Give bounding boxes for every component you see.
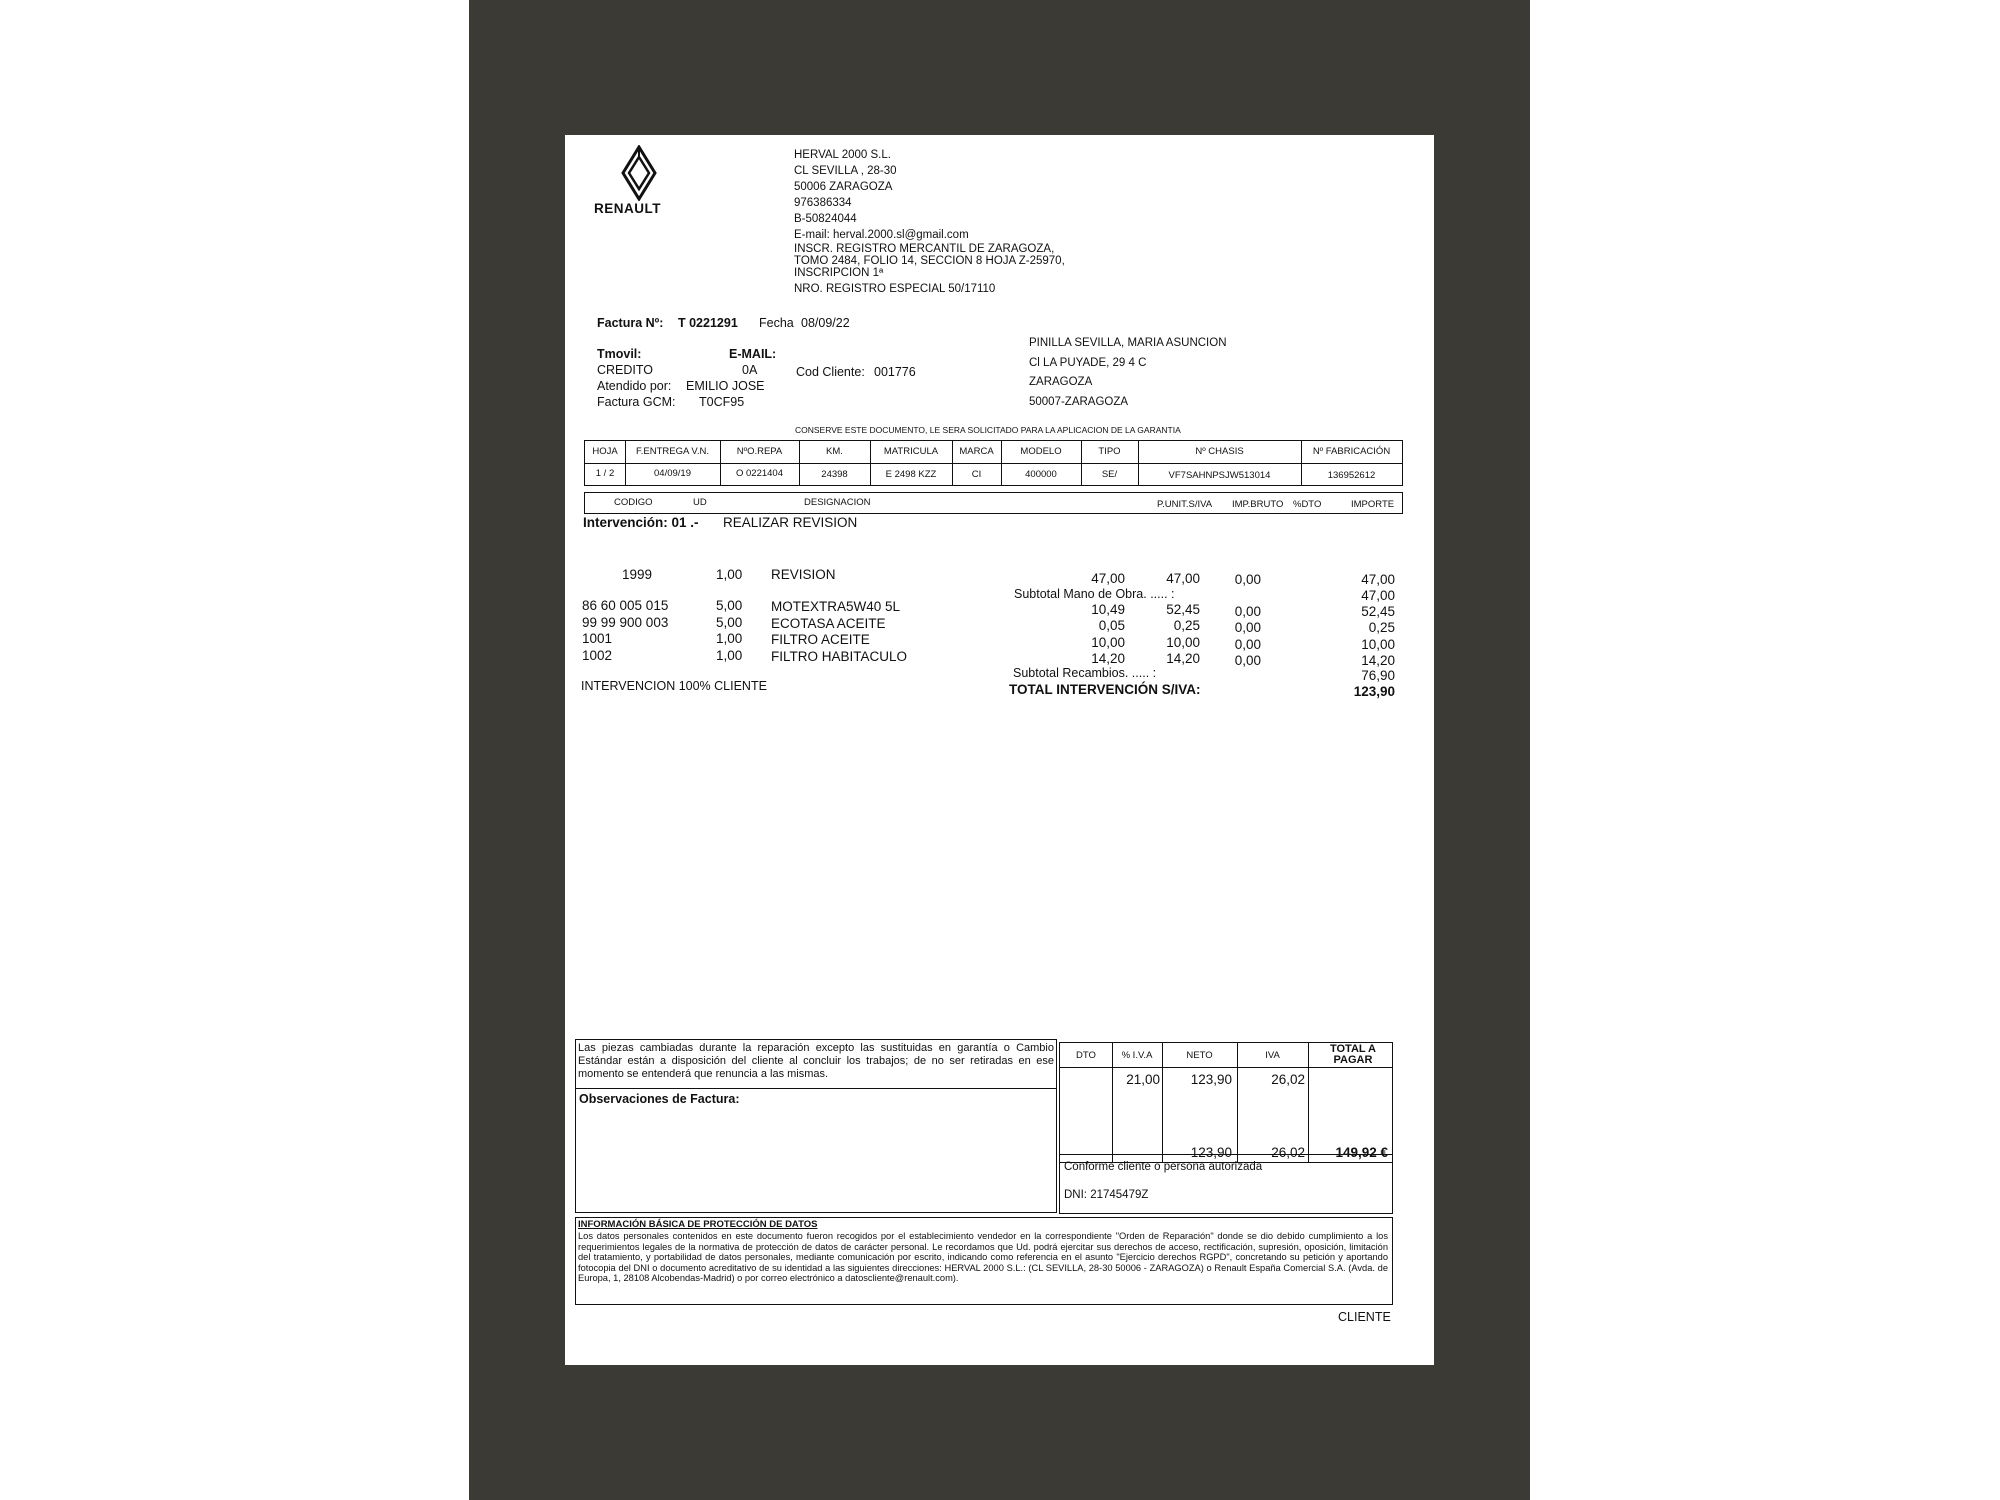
part-code: 1002 — [582, 647, 613, 663]
cod-cliente-label: Cod Cliente: — [796, 365, 865, 379]
part-gross: 52,45 — [1166, 602, 1200, 617]
col-header-impbruto: IMP.BRUTO — [1232, 499, 1284, 510]
vehicle-header: NºO.REPA — [736, 446, 783, 457]
company-line: INSCR. REGISTRO MERCANTIL DE ZARAGOZA, — [794, 243, 1055, 255]
part-gross: 14,20 — [1166, 650, 1200, 666]
invoice-date: 08/09/22 — [801, 316, 850, 330]
part-qty: 5,00 — [716, 614, 743, 630]
copy-label: CLIENTE — [1338, 1310, 1391, 1324]
vehicle-header: F.ENTREGA V.N. — [635, 446, 710, 457]
line-qty: 1,00 — [716, 567, 743, 582]
part-amount: 52,45 — [1361, 604, 1395, 619]
parts-notice-box — [575, 1039, 1057, 1089]
company-line: 50006 ZARAGOZA — [794, 181, 893, 193]
atendido-label: Atendido por: — [597, 379, 672, 393]
part-dto: 0,00 — [1234, 652, 1261, 668]
customer-line: ZARAGOZA — [1029, 376, 1093, 388]
vehicle-value: 04/09/19 — [654, 468, 691, 479]
tmovil-label: Tmovil: — [597, 347, 642, 361]
subtotal-parts: 76,90 — [1361, 668, 1395, 683]
part-code: 1001 — [582, 631, 613, 646]
payment-method: CREDITO — [597, 363, 654, 377]
part-amount: 0,25 — [1368, 620, 1395, 636]
customer-dni: DNI: 21745479Z — [1064, 1189, 1149, 1201]
parts-qtys — [716, 598, 742, 664]
vehicle-header: KM. — [826, 446, 843, 457]
part-amount: 10,00 — [1361, 636, 1395, 652]
invoice-number: T 0221291 — [678, 316, 738, 330]
totals-header-dto: DTO — [1076, 1050, 1096, 1061]
invoice-number-label: Factura Nº: — [597, 316, 664, 330]
company-info — [794, 147, 1065, 297]
gcm-label: Factura GCM: — [597, 395, 676, 409]
vehicle-header: MATRICULA — [883, 446, 939, 457]
vehicle-value: 136952612 — [1327, 470, 1376, 481]
invoice-page — [565, 135, 1434, 1365]
vehicle-value: E 2498 KZZ — [885, 469, 937, 480]
observations-box — [575, 1088, 1057, 1213]
part-dto: 0,00 — [1234, 620, 1261, 636]
part-dto: 0,00 — [1234, 636, 1261, 652]
part-desc: FILTRO HABITACULO — [771, 648, 908, 664]
company-line: 976386334 — [794, 197, 852, 209]
privacy-text: Los datos personales contenidos en este documento fueron recogidos por el establecimiento vendedor en la correspondiente "Orden de Reparación" donde se dio debido cumplimiento a los requerimientos legales de la normativa de protección de datos de carácter personal. Le recordamos que Ud. podrá ejercitar sus derechos de acceso, rectificación, supresión, oposición, limitación del tratamiento, y portabilidad de datos personales, mediante comunicación por escrito, indicando como referencia en el asunto "Ejercicio derechos RGPD", concretando su petición y aportando fotocopia del DNI o documento acreditativo de su identidad a las siguientes direcciones: HERVAL 2000 S.L.: (CL SEVILLA, 28-30 50006 - ZARAGOZA) o Renault España Comercial S.A. (Avda. de Europa, 1, 28108 Alcobendas-Madrid) o por correo electrónico a datoscliente@renault.com). — [578, 1231, 1388, 1283]
part-code: 99 99 900 003 — [582, 614, 669, 630]
email-label: E-MAIL: — [729, 347, 777, 361]
col-header-codigo: CODIGO — [614, 497, 653, 508]
subtotal-parts-label: Subtotal Recambios. ..... : — [1013, 666, 1157, 680]
customer-address — [1029, 334, 1227, 412]
part-desc: FILTRO ACEITE — [771, 632, 870, 647]
part-unit: 10,49 — [1091, 602, 1125, 617]
vehicle-header: Nº FABRICACIÓN — [1312, 446, 1391, 457]
customer-line: 50007-ZARAGOZA — [1029, 395, 1129, 408]
parts-units — [1045, 602, 1125, 667]
company-line: INSCRIPCION 1ª — [794, 267, 884, 279]
atendido-value: EMILIO JOSE — [686, 379, 765, 393]
parts-amounts — [1275, 604, 1395, 669]
part-desc: MOTEXTRA5W40 5L — [771, 599, 901, 614]
vehicle-value: O 0221404 — [735, 468, 783, 479]
payment-code: 0A — [742, 363, 758, 377]
invoice-date-label: Fecha — [759, 316, 794, 330]
warranty-notice: CONSERVE ESTE DOCUMENTO, LE SERA SOLICITADO PARA LA APLICACION DE LA GARANTIA — [795, 425, 1181, 435]
parts-codes — [582, 598, 668, 664]
iva: 26,02 — [1271, 1072, 1305, 1087]
totals-header-total: TOTAL A PAGAR — [1329, 1043, 1377, 1066]
subtotal-labor: 47,00 — [1361, 588, 1395, 603]
intervention-note: INTERVENCION 100% CLIENTE — [581, 679, 767, 693]
company-line: HERVAL 2000 S.L. — [794, 149, 891, 161]
company-line: TOMO 2484, FOLIO 14, SECCION 8 HOJA Z-25970, — [794, 255, 1065, 267]
line-unit: 47,00 — [1091, 571, 1125, 586]
company-line: CL SEVILLA , 28-30 — [794, 165, 897, 177]
vehicle-value: SE/ — [1101, 469, 1118, 480]
observations-label: Observaciones de Factura: — [579, 1092, 740, 1106]
customer-line: PINILLA SEVILLA, MARIA ASUNCION — [1029, 337, 1227, 349]
company-line: B-50824044 — [794, 213, 857, 225]
part-qty: 1,00 — [716, 631, 743, 646]
line-code: 1999 — [622, 567, 653, 582]
privacy-title: INFORMACIÓN BÁSICA DE PROTECCIÓN DE DATOS — [578, 1219, 818, 1230]
part-qty: 1,00 — [716, 647, 743, 663]
vehicle-value: VF7SAHNPSJW513014 — [1168, 470, 1271, 481]
col-header-ud: UD — [693, 497, 707, 508]
col-header-importe: IMPORTE — [1351, 499, 1395, 510]
subtotal-labor-label: Subtotal Mano de Obra. ..... : — [1014, 587, 1175, 601]
lines-header — [584, 492, 1403, 514]
total-intervention-label: TOTAL INTERVENCIÓN S/IVA: — [1009, 682, 1201, 697]
totals-table — [1059, 1042, 1393, 1163]
total-to-pay: 149,92 € — [1335, 1145, 1388, 1160]
col-header-punit: P.UNIT.S/IVA — [1157, 499, 1213, 510]
neto-sum: 123,90 — [1190, 1145, 1232, 1160]
company-line: E-mail: herval.2000.sl@gmail.com — [794, 229, 969, 241]
line-dto: 0,00 — [1234, 572, 1261, 587]
brand-name: RENAULT — [594, 201, 661, 216]
vehicle-value: 1 / 2 — [595, 468, 615, 479]
gcm-value: T0CF95 — [699, 395, 745, 409]
cod-cliente: 001776 — [874, 365, 916, 379]
iva-pct: 21,00 — [1126, 1072, 1160, 1087]
vehicle-table — [584, 440, 1403, 486]
conforme-label: Conforme cliente o persona autorizada — [1064, 1161, 1263, 1173]
vehicle-header: MODELO — [1020, 446, 1062, 457]
part-unit: 0,05 — [1098, 618, 1125, 634]
col-header-designacion: DESIGNACION — [804, 497, 871, 508]
line-desc: REVISION — [771, 567, 836, 582]
vehicle-header: Nº CHASIS — [1195, 446, 1244, 457]
iva-sum: 26,02 — [1271, 1145, 1305, 1160]
company-line: NRO. REGISTRO ESPECIAL 50/17110 — [794, 283, 996, 295]
vehicle-header: TIPO — [1098, 446, 1121, 457]
renault-logo-icon — [619, 145, 659, 201]
part-qty: 5,00 — [716, 598, 743, 613]
line-gross: 47,00 — [1166, 571, 1200, 586]
privacy-box — [575, 1217, 1393, 1305]
parts-notice: Las piezas cambiadas durante la reparación excepto las sustituidas en garantía o Cambio Estándar están a disposición del cliente al concluir los trabajos; de no ser retiradas en ese momento se entenderá que renuncia a las mismas. — [578, 1042, 1054, 1080]
part-code: 86 60 005 015 — [582, 598, 669, 613]
vehicle-value: 400000 — [1025, 469, 1057, 480]
parts-dto — [1205, 604, 1261, 669]
vehicle-header: HOJA — [592, 446, 618, 457]
line-amount: 47,00 — [1361, 572, 1395, 587]
vehicle-value: CI — [971, 469, 982, 480]
part-amount: 14,20 — [1361, 652, 1395, 668]
signature-box — [1059, 1154, 1393, 1214]
part-gross: 10,00 — [1166, 634, 1200, 650]
totals-header-iva-pct: % I.V.A — [1121, 1050, 1153, 1061]
intervention-label: Intervención: 01 .- — [583, 515, 699, 530]
totals-header-neto: NETO — [1186, 1050, 1213, 1061]
neto: 123,90 — [1190, 1072, 1232, 1087]
vehicle-value: 24398 — [821, 469, 848, 480]
part-unit: 14,20 — [1091, 650, 1125, 666]
part-desc: ECOTASA ACEITE — [771, 615, 886, 631]
total-intervention: 123,90 — [1353, 684, 1395, 699]
intervention-title: REALIZAR REVISION — [723, 515, 858, 530]
parts-gross — [1125, 602, 1200, 667]
totals-header-iva: IVA — [1265, 1050, 1280, 1061]
vehicle-header: MARCA — [959, 446, 994, 457]
customer-line: Cl LA PUYADE, 29 4 C — [1029, 356, 1147, 369]
part-gross: 0,25 — [1173, 618, 1200, 634]
parts-descs — [771, 599, 907, 665]
part-unit: 10,00 — [1091, 634, 1125, 650]
part-dto: 0,00 — [1234, 604, 1261, 619]
col-header-dto: %DTO — [1293, 499, 1322, 510]
